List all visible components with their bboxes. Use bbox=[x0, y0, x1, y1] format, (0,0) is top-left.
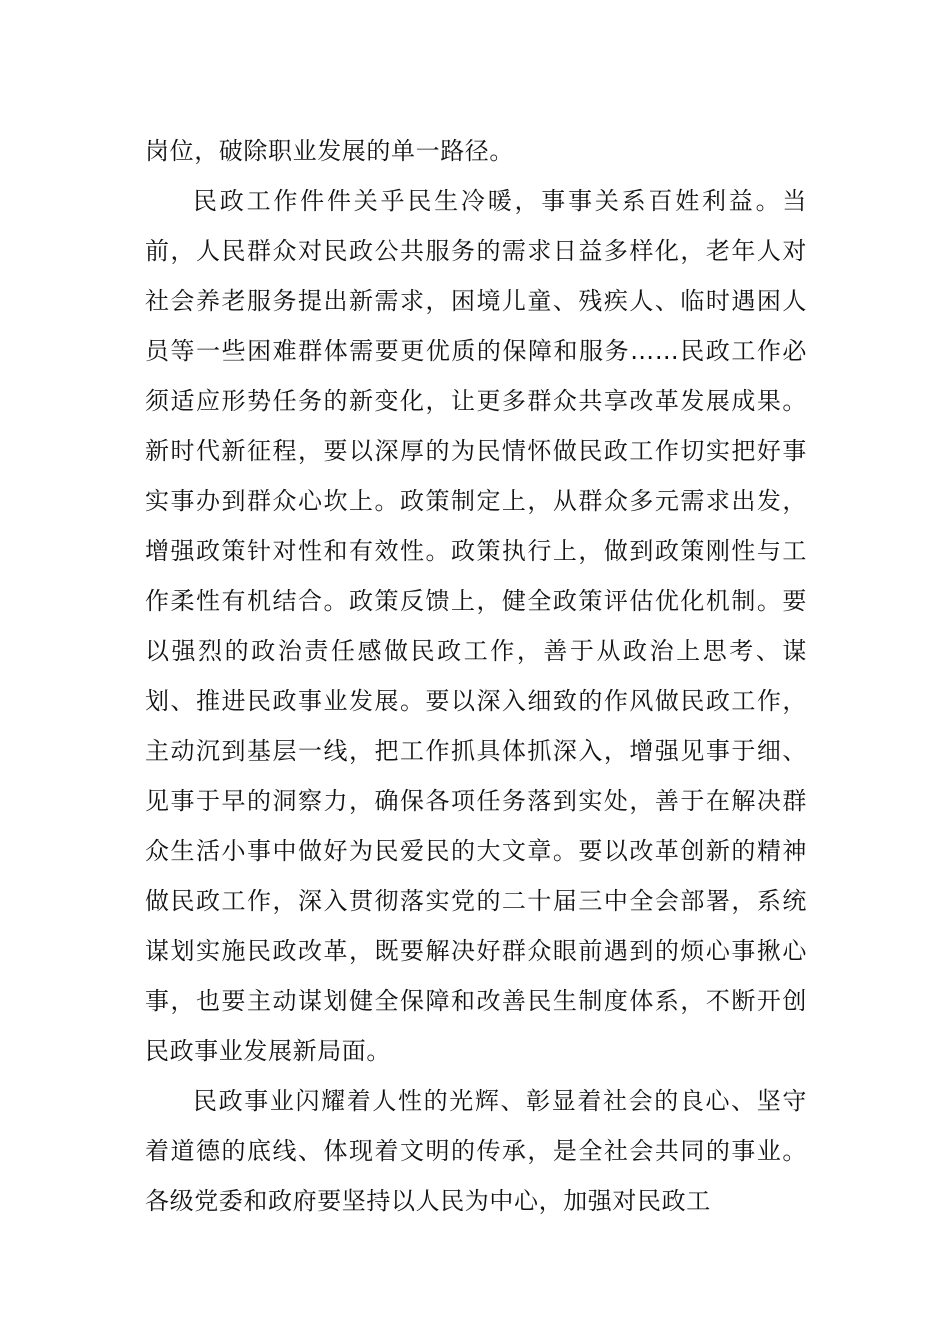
body-text bbox=[145, 126, 807, 1226]
paragraph-continuation: 岗位，破除职业发展的单一路径。 bbox=[145, 137, 514, 165]
paragraph-civil-affairs-work: 民政工作件件关乎民生冷暖，事事关系百姓利益。当前，人民群众对民政公共服务的需求日益多样化，老年人对社会养老服务提出新需求，困境儿童、残疾人、临时遇困人员等一些困难群体需要更优质的保障和服务……民政工作必须适应形势任务的新变化，让更多群众共享改革发展成果。新时代新征程，要以深厚的为民情怀做民政工作切实把好事实事办到群众心坎上。政策制定上，从群众多元需求出发，增强政策针对性和有效性。政策执行上，做到政策刚性与工作柔性有机结合。政策反馈上，健全政策评估优化机制。要以强烈的政治责任感做民政工作，善于从政治上思考、谋划、推进民政事业发展。要以深入细致的作风做民政工作，主动沉到基层一线，把工作抓具体抓深入，增强见事于细、见事于早的洞察力，确保各项任务落到实处，善于在解决群众生活小事中做好为民爱民的大文章。要以改革创新的精神做民政工作，深入贯彻落实党的二十届三中全会部署，系统谋划实施民政改革，既要解决好群众眼前遇到的烦心事揪心事，也要主动谋划健全保障和改善民生制度体系，不断开创民政事业发展新局面。 bbox=[145, 187, 807, 1065]
paragraph-civil-affairs-cause: 民政事业闪耀着人性的光辉、彰显着社会的良心、坚守着道德的底线、体现着文明的传承，是全社会共同的事业。各级党委和政府要坚持以人民为中心，加强对民政工 bbox=[145, 1087, 807, 1215]
